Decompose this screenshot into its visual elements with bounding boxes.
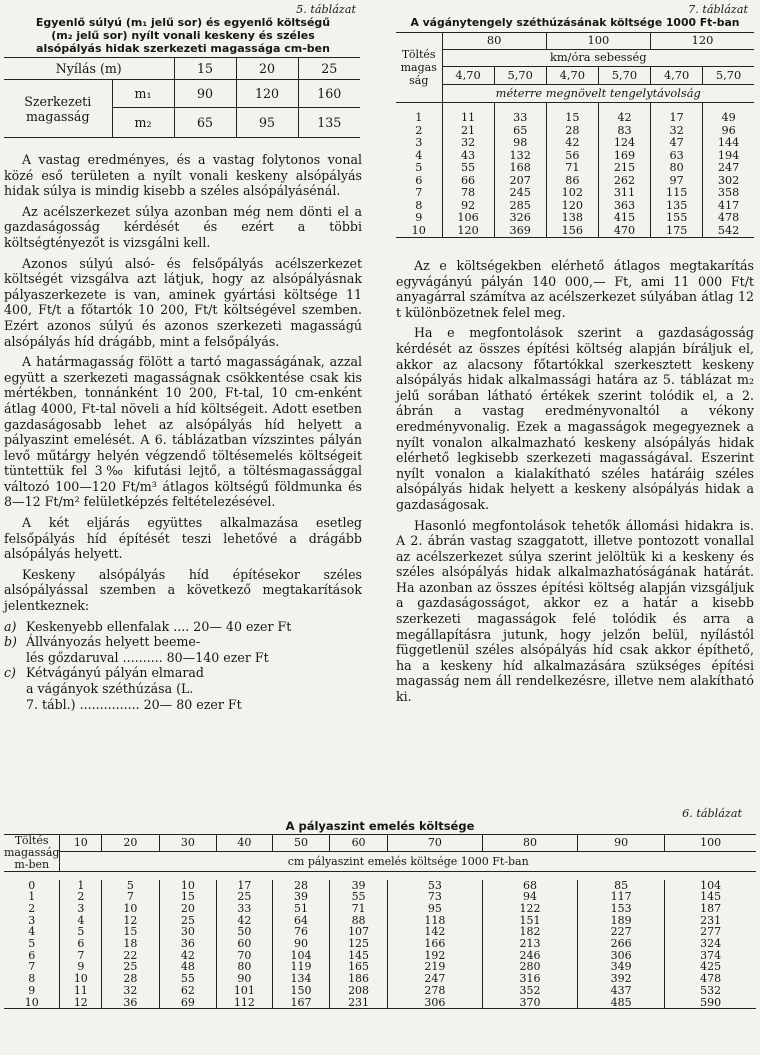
table-cell: 278 <box>387 985 482 997</box>
row-label-cell: 0 <box>4 880 60 892</box>
table-cell: 48 <box>159 961 216 973</box>
table-cell: 219 <box>387 961 482 973</box>
table-cell: 101 <box>217 985 273 997</box>
column-header: 40 <box>217 835 273 852</box>
table-cell: 43 <box>442 150 494 163</box>
table-row <box>4 997 756 1009</box>
table-cell: 155 <box>651 212 703 225</box>
table-cell: 25 <box>102 961 159 973</box>
table-cell: 15 <box>546 103 598 125</box>
table-cell: 80 <box>651 162 703 175</box>
row-header-line: magasság <box>4 846 60 859</box>
table-cell: 68 <box>482 880 577 892</box>
table-cell: 7 <box>60 950 102 962</box>
table-cell: 306 <box>387 997 482 1009</box>
table5-label: 5. táblázat <box>296 3 356 16</box>
row-group-label: Szerkezeti magasság <box>4 80 112 138</box>
width-header: 4,70 <box>546 67 598 85</box>
list-item <box>4 634 362 665</box>
row-label-cell: 10 <box>396 225 442 238</box>
table-cell: 42 <box>598 103 650 125</box>
table-cell: 90 <box>217 973 273 985</box>
item-label: c) <box>4 665 16 681</box>
row-label-cell: 9 <box>4 985 60 997</box>
table-cell: 245 <box>494 187 546 200</box>
table-cell: 18 <box>102 938 159 950</box>
paragraph: A két eljárás együttes alkalmazása esetleg felsőpályás híd építését teszi lehetővé a drágább alsópályás helyett. <box>4 515 362 562</box>
table-cell: 112 <box>217 997 273 1009</box>
table-cell: 9 <box>60 961 102 973</box>
table-cell: 11 <box>60 985 102 997</box>
column-header: 70 <box>387 835 482 852</box>
table6-label: 6. táblázat <box>682 807 742 820</box>
table-cell: 425 <box>665 961 756 973</box>
table-cell: 542 <box>703 225 754 238</box>
speed-header: 80 <box>442 33 546 50</box>
table-cell: 104 <box>272 950 330 962</box>
table-row <box>4 891 756 903</box>
item-line: a vágányok széthúzása (L. <box>26 681 194 696</box>
table-cell: 76 <box>272 926 330 938</box>
row-header: Töltés magasság <box>396 33 442 103</box>
table-cell: 92 <box>442 200 494 213</box>
table-cell: 142 <box>387 926 482 938</box>
table7-body <box>396 103 754 238</box>
table-cell: 69 <box>159 997 216 1009</box>
table-cell: 124 <box>598 137 650 150</box>
table-row <box>4 880 756 892</box>
table-row <box>4 926 756 938</box>
table5-title-line: alsópályás hidak szerkezeti magassága cm-ben <box>36 42 330 55</box>
table-cell: 532 <box>665 985 756 997</box>
table-cell: 153 <box>578 903 665 915</box>
cell: 65 <box>174 108 236 138</box>
table-cell: 3 <box>60 903 102 915</box>
row-label-cell: 1 <box>396 103 442 125</box>
table-row <box>4 950 756 962</box>
table-cell: 42 <box>217 915 273 927</box>
table-cell: 478 <box>665 973 756 985</box>
table-cell: 32 <box>102 985 159 997</box>
table-cell: 302 <box>703 175 754 188</box>
table-cell: 66 <box>442 175 494 188</box>
table-cell: 166 <box>387 938 482 950</box>
table-cell: 192 <box>387 950 482 962</box>
table-cell: 470 <box>598 225 650 238</box>
table-cell: 90 <box>272 938 330 950</box>
table-cell: 55 <box>442 162 494 175</box>
table7-subhead: méterre megnövelt tengelytávolság <box>442 85 754 103</box>
table-cell: 80 <box>217 961 273 973</box>
row-label-cell: 3 <box>396 137 442 150</box>
table-cell: 168 <box>494 162 546 175</box>
right-column <box>396 4 754 705</box>
table-cell: 189 <box>578 915 665 927</box>
paragraph: Azonos súlyú alsó- és felsőpályás acélszerkezet költségét vizsgálva azt látjuk, hogy az alsópályásnak pályaszerkezete is van, aminek gyártási költsége 11 400, Ft/t a főtartók 10 200, Ft/t költségével szemben. Ezért azonos súlyú és azonos szerkezeti magasságú alsópályás híd drágább, mint a felsőpályás. <box>4 255 362 349</box>
table-cell: 363 <box>598 200 650 213</box>
table-cell: 42 <box>546 137 598 150</box>
left-column <box>4 4 362 712</box>
table-cell: 266 <box>578 938 665 950</box>
column-header: 10 <box>60 835 102 852</box>
table-cell: 5 <box>60 926 102 938</box>
table-cell: 64 <box>272 915 330 927</box>
table-cell: 11 <box>442 103 494 125</box>
paragraph: Az acélszerkezet súlya azonban még nem dönti el a gazdaságosság kérdését és ezért a többi költségtényezőt is vizsgálni kell. <box>4 203 362 250</box>
table-cell: 485 <box>578 997 665 1009</box>
span-value: 15 <box>174 58 236 80</box>
table-cell: 120 <box>546 200 598 213</box>
column-header: 50 <box>272 835 330 852</box>
column-header: 100 <box>665 835 756 852</box>
table-cell: 306 <box>578 950 665 962</box>
table-cell: 285 <box>494 200 546 213</box>
table5-title <box>4 16 362 55</box>
row-header-line: m-ben <box>14 858 50 871</box>
table-cell: 590 <box>665 997 756 1009</box>
table-cell: 6 <box>60 938 102 950</box>
item-line: lés gőzdaruval .......... 80—140 ezer Ft <box>26 649 269 665</box>
table-cell: 15 <box>159 891 216 903</box>
table-cell: 135 <box>651 200 703 213</box>
table-cell: 151 <box>482 915 577 927</box>
table-cell: 28 <box>102 973 159 985</box>
table-cell: 33 <box>494 103 546 125</box>
table-row <box>396 103 754 125</box>
row-header-line: Töltés <box>14 834 49 847</box>
item-label: a) <box>4 618 17 634</box>
table-cell: 437 <box>578 985 665 997</box>
table-cell: 150 <box>272 985 330 997</box>
table-cell: 417 <box>703 200 754 213</box>
table-cell: 125 <box>330 938 388 950</box>
table-cell: 374 <box>665 950 756 962</box>
speed-unit: km/óra sebesség <box>442 50 754 67</box>
table-row <box>396 187 754 200</box>
width-header: 4,70 <box>442 67 494 85</box>
table5-title-line: Egyenlő súlyú (m₁ jelű sor) és egyenlő költségű <box>35 16 331 29</box>
table-cell: 12 <box>102 915 159 927</box>
table-cell: 182 <box>482 926 577 938</box>
table-cell: 349 <box>578 961 665 973</box>
table-cell: 115 <box>651 187 703 200</box>
width-header: 4,70 <box>651 67 703 85</box>
table-cell: 262 <box>598 175 650 188</box>
table-cell: 71 <box>330 903 388 915</box>
row-label-cell: 3 <box>4 915 60 927</box>
table-cell: 138 <box>546 212 598 225</box>
table-cell: 186 <box>330 973 388 985</box>
table7-title: A vágánytengely széthúzásának költsége 1000 Ft-ban <box>410 16 740 29</box>
table-cell: 36 <box>102 997 159 1009</box>
table-cell: 246 <box>482 950 577 962</box>
table-cell: 49 <box>703 103 754 125</box>
row-label-cell: 5 <box>4 938 60 950</box>
span-header: Nyílás (m) <box>55 60 122 76</box>
cell: 160 <box>298 80 360 108</box>
table-cell: 207 <box>494 175 546 188</box>
table-cell: 156 <box>546 225 598 238</box>
table-cell: 73 <box>387 891 482 903</box>
spacer-row <box>4 872 756 880</box>
row-label-cell: 4 <box>4 926 60 938</box>
table-cell: 194 <box>703 150 754 163</box>
table-cell: 83 <box>598 125 650 138</box>
row-label-cell: 4 <box>396 150 442 163</box>
table-cell: 277 <box>665 926 756 938</box>
table-cell: 247 <box>387 973 482 985</box>
table-cell: 107 <box>330 926 388 938</box>
table-cell: 15 <box>102 926 159 938</box>
table-cell: 175 <box>651 225 703 238</box>
table-cell: 280 <box>482 961 577 973</box>
row-label-cell: 7 <box>4 961 60 973</box>
item-label: b) <box>4 634 17 650</box>
table-cell: 215 <box>598 162 650 175</box>
table-cell: 104 <box>665 880 756 892</box>
column-header: 60 <box>330 835 388 852</box>
table-cell: 85 <box>578 880 665 892</box>
row-label-cell: 6 <box>4 950 60 962</box>
table-row <box>4 938 756 950</box>
item-line: Állványozás helyett beeme- <box>26 634 201 650</box>
table-cell: 117 <box>578 891 665 903</box>
row-label-cell: 8 <box>4 973 60 985</box>
item-line: 7. tábl.) ............... 20— 80 ezer Ft <box>26 696 242 712</box>
row-label-cell: 10 <box>4 997 60 1009</box>
table-cell: 78 <box>442 187 494 200</box>
table6-title: A pályaszint emelés költsége <box>285 819 475 833</box>
row-label-cell: 1 <box>4 891 60 903</box>
table-cell: 7 <box>102 891 159 903</box>
table-cell: 42 <box>159 950 216 962</box>
column-header: 30 <box>159 835 216 852</box>
table5 <box>4 57 360 138</box>
table-cell: 56 <box>546 150 598 163</box>
table-cell: 62 <box>159 985 216 997</box>
table-cell: 478 <box>703 212 754 225</box>
table6 <box>4 834 756 1009</box>
table-cell: 33 <box>217 903 273 915</box>
width-header: 5,70 <box>598 67 650 85</box>
table-cell: 415 <box>598 212 650 225</box>
table-cell: 187 <box>665 903 756 915</box>
table-cell: 55 <box>159 973 216 985</box>
table-cell: 86 <box>546 175 598 188</box>
cell: 120 <box>236 80 298 108</box>
width-header: 5,70 <box>494 67 546 85</box>
table-cell: 10 <box>60 973 102 985</box>
table-cell: 98 <box>494 137 546 150</box>
paragraph: Ha e megfontolások szerint a gazdaságosság kérdését az összes építési költség alapján bíráljuk el, akkor az alacsony főtartókkal szerkesztett keskeny alsópályás hidak alkalmassági határa az 5. táblázat m₂ jelű sorában látható értékek szerint tolódik el, a 2. ábrán a vastag eredményvonaltól a vékony eredményvonalig. Ezek a magasságok megegyeznek a nyílt vonalon alkalmazható keskeny alsópályás hidak elérhető legkisebb szerkezeti magasságával. Eszerint nyílt vonalon a kialakítható széles határáig széles alsópályás hidak helyett a keskeny alsópályás hidak a gazdaságosak. <box>396 325 754 512</box>
table-cell: 165 <box>330 961 388 973</box>
table-cell: 370 <box>482 997 577 1009</box>
paragraph: Keskeny alsópályás híd építésekor széles alsópályással szemben a következő megtakarítások jelentkeznek: <box>4 566 362 614</box>
paragraph: Hasonló megfontolások tehetők állomási hidakra is. A 2. ábrán vastag szaggatott, illetve pontozott vonallal az acélszerkezet súlya szerint jelöltük ki a keskeny és széles alsópályás hidak alkalmazhatóságának határát. Ha azonban az összes építési költség alapján vizsgáljuk a gazdaságosságot, akkor ez a határ a kisebb szerkezeti magasságok felé tolódik és arra a megállapításra jutunk, hogy jelzőn belül, nyílástól függetlenül széles alsópályás híd csak akkor építhető, ha a keskeny híd alkalmazására szükséges építési magasság nem áll rendelkezésre, illetve nem alakítható ki. <box>396 517 754 705</box>
item-line: Keskenyebb ellenfalak .... 20— 40 ezer Ft <box>26 618 292 634</box>
table-cell: 28 <box>546 125 598 138</box>
width-header: 5,70 <box>703 67 754 85</box>
row-header <box>4 835 60 872</box>
table-cell: 39 <box>272 891 330 903</box>
table-cell: 10 <box>102 903 159 915</box>
row-label-cell: 2 <box>396 125 442 138</box>
table-cell: 71 <box>546 162 598 175</box>
row-name: m₁ <box>134 85 152 101</box>
table-cell: 32 <box>442 137 494 150</box>
table-row <box>4 985 756 997</box>
table-cell: 17 <box>651 103 703 125</box>
table-cell: 53 <box>387 880 482 892</box>
speed-header: 120 <box>651 33 754 50</box>
table-cell: 102 <box>546 187 598 200</box>
table6-subhead: cm pályaszint emelés költsége 1000 Ft-ban <box>60 852 756 872</box>
table-cell: 60 <box>217 938 273 950</box>
table-row <box>4 961 756 973</box>
table-cell: 2 <box>60 891 102 903</box>
table-cell: 55 <box>330 891 388 903</box>
cell: 95 <box>236 108 298 138</box>
table-cell: 32 <box>651 125 703 138</box>
paragraph: A határmagasság fölött a tartó magasságának, azzal együtt a szerkezeti magasságnak csökkentése csak kis mértékben, tonnánként 10 200, Ft-tal, 10 cm-enként átlag 4000, Ft-tal növeli a híd költségeit. Adott esetben gazdaságosabb lehet az alsópályás híd helyett a pályaszint emelését. A 6. táblázatban vízszintes pályán levő műtárgy helyén végzendő töltésemelés költségeit tüntettük fel 3‰ kifutási lejtő, a töltésmagassággal változó 100—120 Ft/m³ átlagos költségű földmunka és 8—12 Ft/m² felületképzés feltételezésével. <box>4 354 362 510</box>
paragraph: A vastag eredményes, és a vastag folytonos vonal közé eső területen a nyílt vonali keskeny alsópályás hidak súlya is mindig kisebb a széles alsópályásénál. <box>4 152 362 199</box>
table-cell: 22 <box>102 950 159 962</box>
table-cell: 169 <box>598 150 650 163</box>
paragraph: Az e költségekben elérhető átlagos megtakarítás egyvágányú pályán 140 000,— Ft, ami 11 000 Ft/t anyagárral számítva az acélszerkezet súlyában átlag 12 t különbözetnek felel meg. <box>396 258 754 320</box>
table-cell: 39 <box>330 880 388 892</box>
table7-label: 7. táblázat <box>688 3 748 16</box>
span-value: 20 <box>236 58 298 80</box>
table-cell: 134 <box>272 973 330 985</box>
table-cell: 25 <box>217 891 273 903</box>
list-item <box>4 619 362 635</box>
table-cell: 20 <box>159 903 216 915</box>
table-cell: 12 <box>60 997 102 1009</box>
column-header: 20 <box>102 835 159 852</box>
table-cell: 231 <box>665 915 756 927</box>
table-cell: 311 <box>598 187 650 200</box>
table-cell: 36 <box>159 938 216 950</box>
table-cell: 21 <box>442 125 494 138</box>
table-cell: 25 <box>159 915 216 927</box>
table-cell: 30 <box>159 926 216 938</box>
table-cell: 28 <box>272 880 330 892</box>
item-line: Kétvágányú pályán elmarad <box>26 665 204 681</box>
table-cell: 120 <box>442 225 494 238</box>
table-row <box>4 903 756 915</box>
list-item <box>4 665 362 712</box>
row-label-cell: 8 <box>396 200 442 213</box>
table-cell: 208 <box>330 985 388 997</box>
row-label-cell: 6 <box>396 175 442 188</box>
table-cell: 70 <box>217 950 273 962</box>
table7 <box>396 32 754 238</box>
table-cell: 145 <box>330 950 388 962</box>
cell: 135 <box>298 108 360 138</box>
table-cell: 326 <box>494 212 546 225</box>
table-row <box>396 162 754 175</box>
table-cell: 118 <box>387 915 482 927</box>
table-cell: 47 <box>651 137 703 150</box>
table-cell: 95 <box>387 903 482 915</box>
table-cell: 4 <box>60 915 102 927</box>
row-label-cell: 5 <box>396 162 442 175</box>
table-cell: 352 <box>482 985 577 997</box>
table-cell: 1 <box>60 880 102 892</box>
table-cell: 5 <box>102 880 159 892</box>
table-row <box>4 973 756 985</box>
row-label-cell: 2 <box>4 903 60 915</box>
table-cell: 227 <box>578 926 665 938</box>
table6-section <box>4 808 756 1009</box>
table-cell: 106 <box>442 212 494 225</box>
table-cell: 145 <box>665 891 756 903</box>
table-cell: 119 <box>272 961 330 973</box>
table-cell: 213 <box>482 938 577 950</box>
speed-header: 100 <box>546 33 650 50</box>
table-cell: 316 <box>482 973 577 985</box>
table-cell: 132 <box>494 150 546 163</box>
table-cell: 63 <box>651 150 703 163</box>
column-header: 90 <box>578 835 665 852</box>
table-cell: 392 <box>578 973 665 985</box>
table-cell: 122 <box>482 903 577 915</box>
table-cell: 88 <box>330 915 388 927</box>
table-cell: 94 <box>482 891 577 903</box>
table-row <box>396 225 754 238</box>
row-name: m₂ <box>134 114 152 130</box>
table-row <box>396 137 754 150</box>
row-label-cell: 9 <box>396 212 442 225</box>
row-label-cell: 7 <box>396 187 442 200</box>
table-cell: 324 <box>665 938 756 950</box>
table6-body <box>4 880 756 1009</box>
cell: 90 <box>174 80 236 108</box>
table-cell: 144 <box>703 137 754 150</box>
table-cell: 97 <box>651 175 703 188</box>
table-cell: 10 <box>159 880 216 892</box>
table-cell: 167 <box>272 997 330 1009</box>
table-cell: 65 <box>494 125 546 138</box>
table-cell: 96 <box>703 125 754 138</box>
table5-title-line: (m₂ jelű sor) nyílt vonali keskeny és széles <box>51 29 315 42</box>
table-row <box>4 915 756 927</box>
table-cell: 51 <box>272 903 330 915</box>
table-cell: 358 <box>703 187 754 200</box>
table-cell: 231 <box>330 997 388 1009</box>
span-value: 25 <box>298 58 360 80</box>
column-header: 80 <box>482 835 577 852</box>
table-row <box>396 212 754 225</box>
table-cell: 17 <box>217 880 273 892</box>
table-cell: 369 <box>494 225 546 238</box>
table-cell: 247 <box>703 162 754 175</box>
table-cell: 50 <box>217 926 273 938</box>
